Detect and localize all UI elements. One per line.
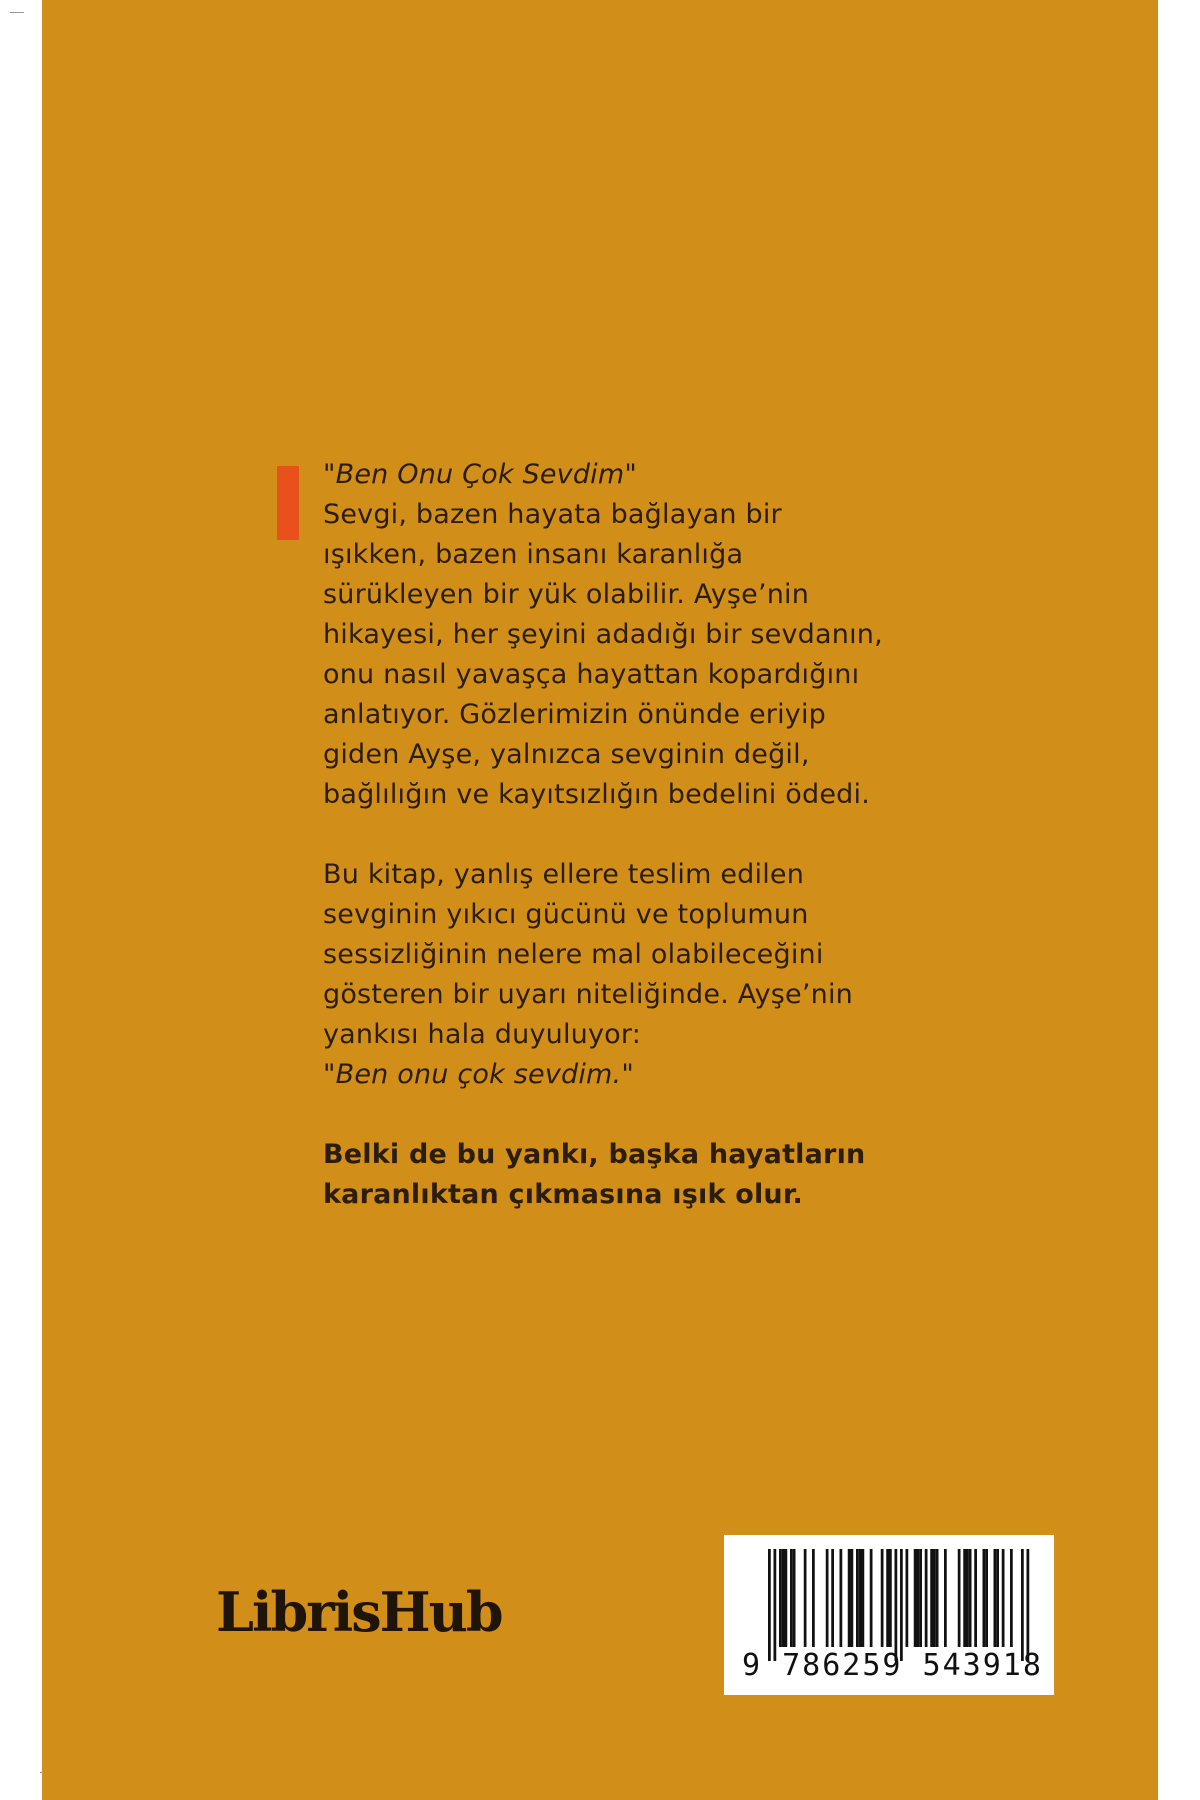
barcode-bar: [966, 1549, 969, 1647]
blurb-quote: "Ben onu çok sevdim.": [323, 1059, 634, 1090]
blurb-heading: "Ben Onu Çok Sevdim": [323, 459, 637, 490]
barcode-bar: [974, 1549, 977, 1647]
barcode-bar: [914, 1549, 917, 1647]
blurb-line: gösteren bir uyarı niteliğinde. Ayşe’nin: [323, 979, 853, 1010]
blurb-line: sürükleyen bir yük olabilir. Ayşe’nin: [323, 579, 810, 610]
paragraph-gap: [323, 815, 963, 855]
isbn-barcode: [724, 1535, 1054, 1695]
blurb-line: ışıkken, bazen insanı karanlığa: [323, 539, 744, 570]
back-cover-blurb: [323, 455, 963, 1215]
blurb-line: onu nasıl yavaşça hayattan kopardığını: [323, 659, 860, 690]
blurb-line: hikayesi, her şeyini adadığı bir sevdanın,: [323, 619, 883, 650]
barcode-bar: [831, 1549, 834, 1647]
barcode-bar: [917, 1549, 920, 1647]
barcode-bar: [768, 1549, 771, 1661]
barcode-bar: [933, 1549, 936, 1647]
barcode-bar: [881, 1549, 884, 1647]
blurb-line: yankısı hala duyuluyor:: [323, 1019, 641, 1050]
barcode-bar: [779, 1549, 782, 1647]
barcode-bar: [1021, 1549, 1024, 1661]
blurb-paragraph-1: [323, 495, 963, 815]
barcode-bar: [862, 1549, 865, 1647]
blurb-line: bağlılığın ve kayıtsızlığın bedelini ödedi.: [323, 779, 870, 810]
barcode-bar: [774, 1549, 777, 1661]
isbn-number: 9 786259 543918: [742, 1648, 1043, 1683]
blurb-closing-line: Belki de bu yankı, başka hayatların: [323, 1139, 866, 1170]
barcode-bar: [983, 1549, 986, 1647]
barcode-bar: [996, 1549, 999, 1647]
publisher-logo: LibrisHub: [216, 1580, 502, 1644]
barcode-bar: [870, 1549, 873, 1647]
blurb-line: anlatıyor. Gözlerimizin önünde eriyip: [323, 699, 826, 730]
barcode-bar: [1010, 1549, 1013, 1647]
blurb-line: sevginin yıkıcı gücünü ve toplumun: [323, 899, 809, 930]
blurb-closing: [323, 1135, 963, 1215]
blurb-line: Sevgi, bazen hayata bağlayan bir: [323, 499, 782, 530]
barcode-bar: [895, 1549, 898, 1661]
barcode-bar: [859, 1549, 862, 1647]
blurb-line: giden Ayşe, yalnızca sevginin değil,: [323, 739, 810, 770]
paragraph-gap: [323, 1095, 963, 1135]
crop-mark-top-left: [10, 12, 24, 13]
barcode-bar: [936, 1549, 939, 1647]
barcode-bar: [790, 1549, 793, 1647]
barcode-bar: [969, 1549, 972, 1647]
barcode-bar: [889, 1549, 892, 1647]
barcode-bar: [782, 1549, 785, 1647]
barcode-bar: [958, 1549, 961, 1647]
barcode-bar: [793, 1549, 796, 1647]
blurb-line: sessizliğinin nelere mal olabileceğini: [323, 939, 824, 970]
barcode-bar: [985, 1549, 988, 1647]
barcode-bar: [812, 1549, 815, 1647]
blurb-line: Bu kitap, yanlış ellere teslim edilen: [323, 859, 805, 890]
barcode-bar: [906, 1549, 909, 1647]
barcode-bar: [848, 1549, 851, 1647]
barcode-bar: [1002, 1549, 1005, 1647]
barcode-bar: [919, 1549, 922, 1647]
barcode-bar: [785, 1549, 788, 1647]
accent-bar: [277, 466, 299, 540]
blurb-closing-line: karanlıktan çıkmasına ışık olur.: [323, 1179, 803, 1210]
barcode-bar: [900, 1549, 903, 1661]
blurb-paragraph-2: [323, 855, 963, 1095]
barcode-bar: [840, 1549, 843, 1647]
barcode-bar: [804, 1549, 807, 1647]
barcode-bar: [930, 1549, 933, 1647]
barcode-bar: [856, 1549, 859, 1647]
barcode-bar: [994, 1549, 997, 1647]
barcode-bar: [851, 1549, 854, 1647]
barcode-bar: [886, 1549, 889, 1647]
barcode-bar: [925, 1549, 928, 1647]
barcode-bar: [1027, 1549, 1030, 1661]
barcode-bar: [963, 1549, 966, 1647]
barcode-bar: [826, 1549, 829, 1647]
barcode-bar: [944, 1549, 947, 1647]
